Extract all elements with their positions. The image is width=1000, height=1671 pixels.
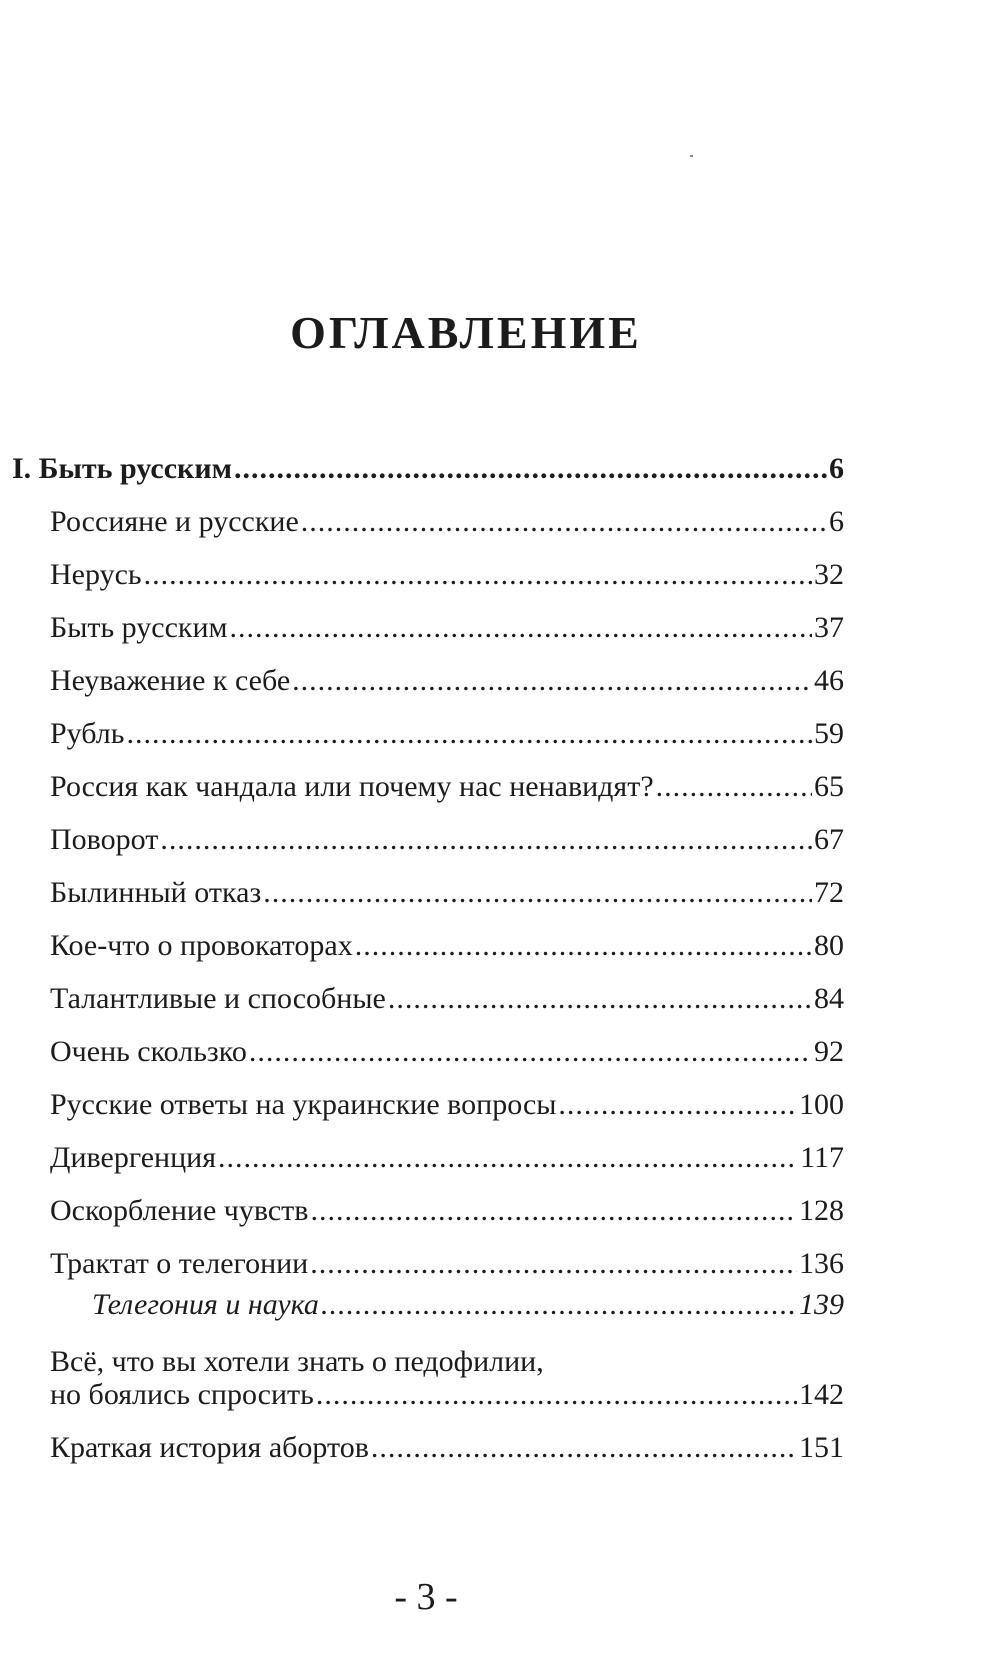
toc-entry-label: Нерусь (50, 558, 142, 591)
toc-section-entry[interactable] (12, 450, 844, 488)
toc-entry[interactable] (50, 556, 844, 594)
toc-entry[interactable] (50, 1033, 844, 1071)
dot-leader (144, 556, 812, 594)
toc-entry-label: Оскорбление чувств (50, 1194, 309, 1227)
dot-leader (388, 980, 812, 1018)
toc-entry-page: 46 (814, 664, 844, 697)
toc-entry[interactable] (50, 1245, 844, 1283)
toc-entry[interactable] (50, 927, 844, 965)
toc-entry-label: I. Быть русским (12, 452, 233, 485)
toc-entry-label: Талантливые и способные (50, 982, 386, 1015)
toc-entry-label: Россия как чандала или почему нас ненавидят? (50, 770, 654, 803)
toc-entry[interactable] (50, 609, 844, 647)
toc-subentry[interactable] (92, 1286, 844, 1324)
toc-entry-label: Неуважение к себе (50, 664, 291, 697)
toc-entry[interactable] (50, 503, 844, 541)
dot-leader (321, 1286, 797, 1324)
toc-entry-page: 117 (800, 1141, 844, 1174)
toc-entry-page: 100 (799, 1088, 844, 1121)
toc-entry-page: 67 (814, 823, 844, 856)
toc-entry-label: Дивергенция (50, 1141, 217, 1174)
dot-leader (558, 1086, 797, 1124)
toc-entry-page: 6 (829, 452, 844, 485)
toc-entry-page: 37 (814, 611, 844, 644)
toc-entry[interactable] (50, 768, 844, 806)
toc-entry-page: 72 (814, 876, 844, 909)
toc-entry-label: Быть русским (50, 611, 228, 644)
dot-leader (310, 1192, 797, 1230)
toc-entry-label: Краткая история абортов (50, 1431, 369, 1464)
toc-entry[interactable] (50, 1139, 844, 1177)
toc-entry-label: Россияне и русские (50, 505, 299, 538)
page-title: ОГЛАВЛЕНИЕ (290, 307, 642, 358)
toc-entry-page: 59 (814, 717, 844, 750)
toc-entry-page: 65 (814, 770, 844, 803)
dot-leader (371, 1429, 797, 1467)
dot-leader (292, 662, 812, 700)
toc-entry-page: 151 (799, 1431, 844, 1464)
dot-leader (656, 768, 812, 806)
toc-entry-page: 128 (799, 1194, 844, 1227)
toc-entry-page: 136 (799, 1247, 844, 1280)
toc-entry-page: 32 (814, 558, 844, 591)
toc-entry[interactable] (50, 1192, 844, 1230)
toc-entry[interactable] (50, 715, 844, 753)
toc-entry-label-line2: но боялись спросить (50, 1378, 314, 1411)
toc-entry-label: Былинный отказ (50, 876, 262, 909)
dot-leader (263, 874, 812, 912)
toc-entry-page: 142 (799, 1378, 844, 1411)
dot-leader (316, 1376, 797, 1414)
toc-entry-label: Рубль (50, 717, 125, 750)
dot-leader (249, 1033, 812, 1071)
toc-entry-page: 139 (799, 1288, 844, 1321)
dot-leader (160, 821, 812, 859)
dot-leader (301, 503, 827, 541)
toc-entry[interactable] (50, 1086, 844, 1124)
toc-entry-label: Очень скользко (50, 1035, 247, 1068)
toc-entry-label: Русские ответы на украинские вопросы (50, 1088, 557, 1121)
toc-entry[interactable] (50, 874, 844, 912)
toc-entry-label-line1[interactable]: Всё, что вы хотели знать о педофилии, (50, 1345, 544, 1378)
toc-entry-label: Кое-что о провокаторах (50, 929, 353, 962)
dot-leader (230, 609, 812, 647)
page-number: - 3 - (394, 1576, 458, 1618)
toc-entry-page: 80 (814, 929, 844, 962)
dot-leader (218, 1139, 798, 1177)
toc-entry-page: 84 (814, 982, 844, 1015)
dot-leader (310, 1245, 797, 1283)
toc-entry[interactable] (50, 821, 844, 859)
dot-leader (234, 450, 827, 488)
toc-entry[interactable] (50, 980, 844, 1018)
toc-entry-label: Телегония и наука (92, 1288, 319, 1321)
dot-leader (355, 927, 812, 965)
dot-leader (126, 715, 812, 753)
toc-entry-page: 92 (814, 1035, 844, 1068)
toc-entry-label: Поворот (50, 823, 159, 856)
toc-entry[interactable] (50, 1429, 844, 1467)
toc-entry-multiline[interactable] (50, 1376, 844, 1414)
toc-entry-label: Трактат о телегонии (50, 1247, 309, 1280)
toc-entry-page: 6 (829, 505, 844, 538)
toc-entry[interactable] (50, 662, 844, 700)
